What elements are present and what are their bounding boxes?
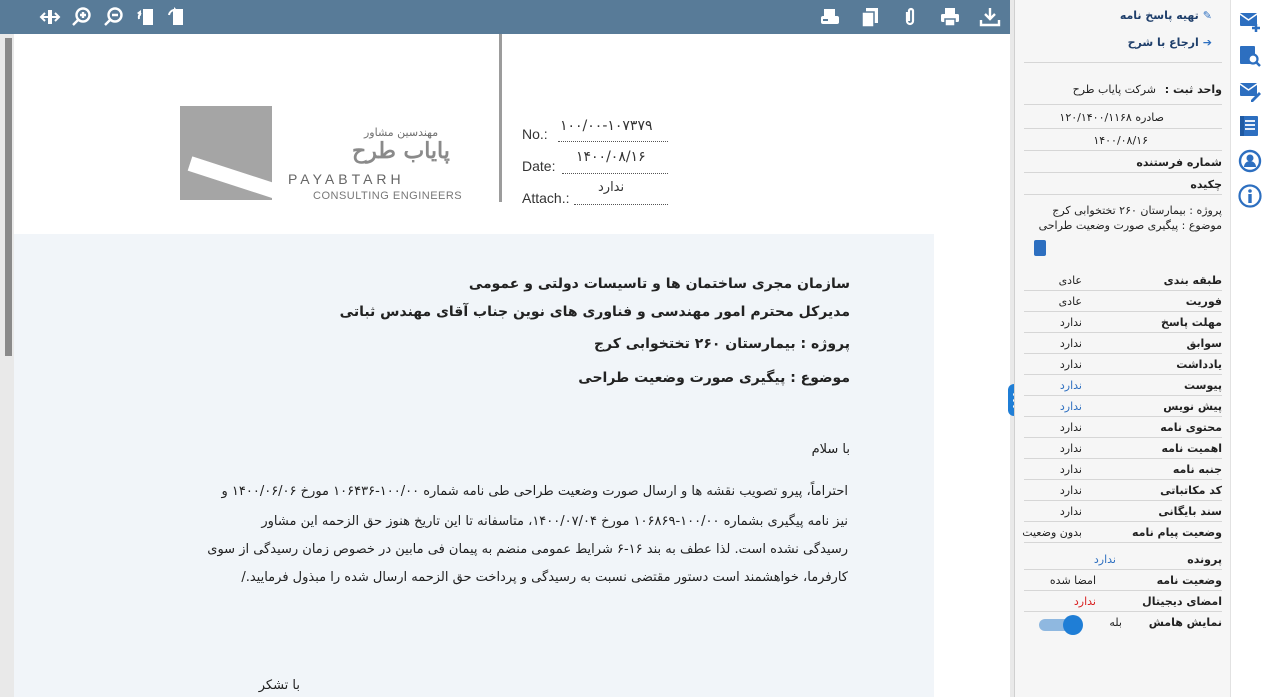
summary-label: چکیده <box>1190 178 1222 191</box>
attribute-value: ندارد <box>1059 505 1082 518</box>
letter-closing: با تشکر <box>258 678 300 693</box>
letter-project: پروژه : بیمارستان ۲۶۰ تختخوابی کرج <box>593 336 850 352</box>
sender-number-label: شماره فرستنده <box>1136 156 1222 169</box>
attribute-row <box>1024 480 1222 501</box>
panel-separator <box>1024 569 1222 570</box>
zoom-in-icon[interactable] <box>70 5 94 29</box>
edit-letter-icon[interactable] <box>1237 78 1263 104</box>
attribute-value: عادی <box>1058 274 1082 287</box>
attribute-row <box>1024 438 1222 459</box>
attachment-icon[interactable] <box>898 5 922 29</box>
show-margin-value: بله <box>1109 616 1122 629</box>
registration-unit-value: شرکت پایاب طرح <box>1072 83 1156 96</box>
show-margin-label: نمایش هامش <box>1148 616 1222 629</box>
letter-info-panel <box>1014 0 1230 697</box>
attribute-row <box>1024 312 1222 333</box>
attribute-label: پیوست <box>1184 379 1222 392</box>
panel-separator <box>1024 104 1222 105</box>
summary-project: پروژه : بیمارستان ۲۶۰ تختخوابی کرج <box>1052 204 1222 217</box>
attribute-row <box>1024 333 1222 354</box>
attribute-value: ندارد <box>1059 484 1082 497</box>
letter-attach-line <box>574 204 668 205</box>
attribute-label: جنبه نامه <box>1172 463 1222 476</box>
info-icon[interactable] <box>1237 183 1263 209</box>
summary-document-icon[interactable] <box>1034 240 1046 256</box>
digital-signature-value: ندارد <box>1073 595 1096 608</box>
attribute-label: پیش نویس <box>1163 400 1222 413</box>
search-letter-icon[interactable] <box>1237 43 1263 69</box>
rotate-right-icon[interactable] <box>164 5 188 29</box>
fit-width-icon[interactable] <box>38 5 62 29</box>
file-label: پرونده <box>1187 553 1222 566</box>
prepare-reply-link[interactable] <box>1120 9 1212 22</box>
attribute-row <box>1024 417 1222 438</box>
digital-signature-label: امضای دیجیتال <box>1142 595 1222 608</box>
letter-body-line: احتراماً، پیرو تصویب نقشه ها و ارسال صورت وضعیت طراحی طی نامه شماره ۱۰۰/۰۰-۱۰۶۴۳۶ مورخ ۱۴۰۰/۰۶/۰۶ و <box>221 484 848 499</box>
panel-separator <box>1024 172 1222 173</box>
attribute-row <box>1024 501 1222 522</box>
letter-subject: موضوع : پیگیری صورت وضعیت طراحی <box>578 370 850 386</box>
attribute-value: عادی <box>1058 295 1082 308</box>
letter-status-label: وضعیت نامه <box>1156 574 1222 587</box>
attribute-value: ندارد <box>1059 442 1082 455</box>
attribute-row <box>1024 270 1222 291</box>
new-letter-icon[interactable] <box>1237 8 1263 34</box>
recipient-organization: سازمان مجری ساختمان ها و تاسیسات دولتی و عمومی <box>468 276 850 292</box>
letter-body-line: کارفرما، خواهشمند است دستور مقتضی نسبت به رسیدگی و پرداخت حق الزحمه ارسال شده را مبذول فرمایید./ <box>241 570 848 585</box>
prepare-reply-label: تهیه پاسخ نامه <box>1119 9 1199 22</box>
panel-separator <box>1024 590 1222 591</box>
attribute-value: ندارد <box>1059 463 1082 476</box>
letter-greeting: با سلام <box>811 442 850 457</box>
letter-date-value: ۱۴۰۰/۰۸/۱۶ <box>576 149 646 165</box>
letter-body-line: نیز نامه پیگیری بشماره ۱۰۰/۰۰-۱۰۶۸۶۹ مورخ ۱۴۰۰/۰۷/۰۴، متاسفانه تا این تاریخ هنوز حق الزحمه این مشاور <box>261 514 848 529</box>
refer-with-note-link[interactable] <box>1128 36 1212 49</box>
attribute-label: محتوی نامه <box>1160 421 1222 434</box>
attribute-label: طبقه بندی <box>1163 274 1222 287</box>
show-margin-toggle[interactable] <box>1039 615 1079 633</box>
panel-separator <box>1024 128 1222 129</box>
logo-english-subtitle: CONSULTING ENGINEERS <box>313 190 463 202</box>
letter-number-line <box>558 141 668 142</box>
attribute-label: مهلت پاسخ <box>1160 316 1222 329</box>
attribute-label: اهمیت نامه <box>1161 442 1222 455</box>
attribute-value: ندارد <box>1059 358 1082 371</box>
letter-attach-value: ندارد <box>598 180 625 195</box>
panel-separator <box>1024 194 1222 195</box>
zoom-out-icon[interactable] <box>102 5 126 29</box>
attribute-value: ندارد <box>1059 421 1082 434</box>
file-value-link[interactable]: ندارد <box>1093 553 1116 566</box>
scanner-icon[interactable] <box>818 5 842 29</box>
recipient-person: مدیرکل محترم امور مهندسی و فناوری های نوین جناب آقای مهندس ثباتی <box>339 304 850 320</box>
attribute-label: وضعیت پیام نامه <box>1131 526 1222 539</box>
letter-date-label: Date: <box>522 158 556 174</box>
attribute-row <box>1024 396 1222 417</box>
letter-status-value: امضا شده <box>1049 574 1096 587</box>
attribute-value[interactable]: ندارد <box>1059 400 1082 413</box>
attribute-label: سند بایگانی <box>1158 505 1222 518</box>
panel-separator <box>1024 62 1222 63</box>
letter-date-line <box>562 173 668 174</box>
attribute-value: ندارد <box>1059 316 1082 329</box>
attribute-row <box>1024 354 1222 375</box>
download-icon[interactable] <box>978 5 1002 29</box>
letter-number-label: No.: <box>522 126 548 142</box>
attribute-row <box>1024 291 1222 312</box>
attribute-label: سوابق <box>1186 337 1222 350</box>
letter-body-line: رسیدگی نشده است. لذا عطف به بند ۱۶-۶ شرایط عمومی منضم به پیمان فی مابین در خصوص زمان رسیدگی از سوی <box>207 542 848 557</box>
viewer-toolbar <box>0 0 1010 34</box>
reply-icon: ✎ <box>1202 9 1212 22</box>
list-icon[interactable] <box>1237 113 1263 139</box>
logo-english-name: PAYABTARH <box>288 171 405 187</box>
logo-persian-name: پایاب طرح <box>352 138 450 164</box>
print-icon[interactable] <box>938 5 962 29</box>
attribute-row <box>1024 375 1222 396</box>
issued-number: صادره ۱۲۰/۱۴۰۰/۱۱۶۸ <box>1059 111 1164 124</box>
company-logo <box>180 106 272 200</box>
action-rail <box>1230 0 1264 697</box>
attribute-label: یادداشت <box>1176 358 1222 371</box>
copy-icon[interactable] <box>858 5 882 29</box>
attribute-label: فوریت <box>1185 295 1222 308</box>
refer-with-note-label: ارجاع با شرح <box>1127 36 1199 49</box>
registration-unit-label: واحد ثبت : <box>1164 83 1222 96</box>
viewer-scrollbar[interactable] <box>5 38 12 356</box>
attribute-value: ندارد <box>1059 337 1082 350</box>
attribute-value: بدون وضعیت <box>1022 526 1082 539</box>
contacts-icon[interactable] <box>1237 148 1263 174</box>
panel-separator <box>1024 150 1222 151</box>
rotate-left-icon[interactable] <box>134 5 158 29</box>
letter-page <box>14 34 1010 697</box>
attribute-row <box>1024 522 1222 543</box>
logo-persian-subtitle: مهندسین مشاور <box>364 126 439 139</box>
registration-date: ۱۴۰۰/۰۸/۱۶ <box>1093 134 1148 147</box>
attribute-row <box>1024 459 1222 480</box>
header-divider <box>499 34 502 202</box>
panel-separator <box>1024 611 1222 612</box>
letter-attach-label: Attach.: <box>522 190 570 206</box>
attribute-label: کد مکاتباتی <box>1160 484 1222 497</box>
attribute-value[interactable]: ندارد <box>1059 379 1082 392</box>
arrow-right-icon: ➔ <box>1202 36 1212 49</box>
summary-subject: موضوع : پیگیری صورت وضعیت طراحی <box>1038 219 1222 232</box>
letter-number-value: ۱۰۰/۰۰-۱۰۷۳۷۹ <box>560 118 653 134</box>
